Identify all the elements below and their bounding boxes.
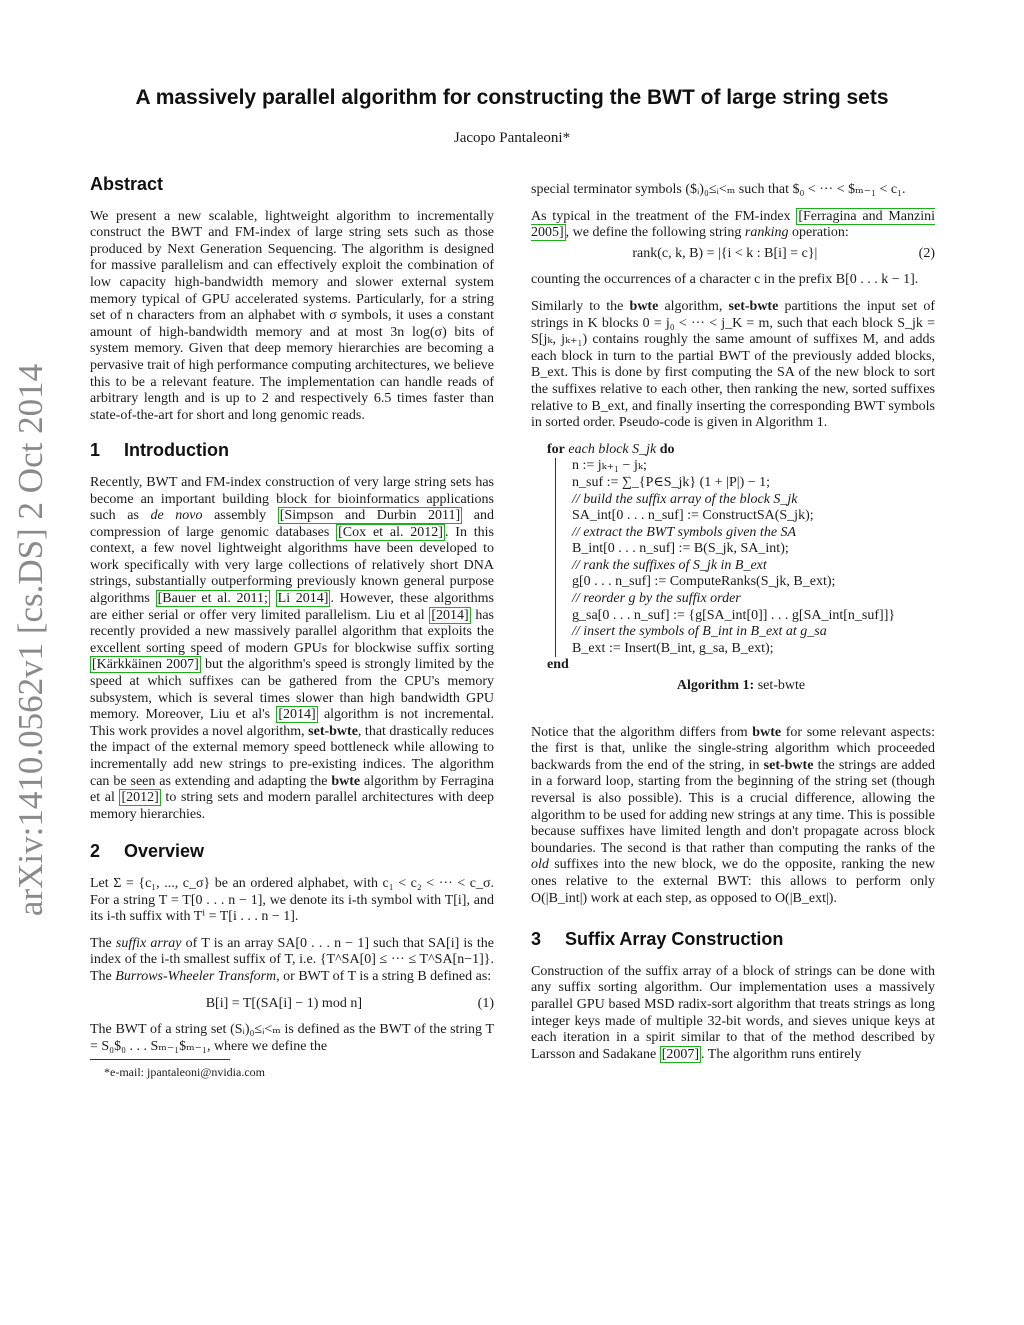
citation-link[interactable]: [2014] [431, 607, 469, 623]
section-number: 2 [90, 841, 101, 862]
text-run: de novo [150, 508, 203, 524]
section-title: Overview [124, 841, 205, 862]
section-3-heading [531, 931, 935, 948]
text-run: , we define the following string [565, 225, 745, 241]
text-run: Burrows-Wheeler Transform [115, 968, 277, 984]
algo-line: g_sa[0 . . . n_suf] := {g[SA_int[0]] . . . g[SA_int[n_suf]]} [572, 607, 896, 623]
algo-line: n := jₖ₊₁ − jₖ; [572, 458, 647, 474]
keyword: for [547, 441, 565, 457]
text-run: . However, these algorithms are either serial or offer very limited parallelism. Liu et al [90, 591, 495, 623]
text-run: bwte [331, 773, 361, 789]
equation-number: (2) [918, 245, 935, 261]
fm-index-paragraph [531, 209, 935, 242]
paper-title: A massively parallel algorithm for constructing the BWT of large string sets [135, 86, 889, 109]
algo-comment: // reorder g by the suffix order [572, 591, 741, 607]
text-run: suffix array [115, 935, 182, 951]
overview-paragraph-2 [90, 936, 494, 986]
section-2-heading [90, 843, 494, 860]
text-run: the strings are added in a forward loop, starting from the beginning of the string set (though reversal is also possible). This is a crucial difference, allowing the algorithm to be used for adding new strings at any time. This is possible because suffixes have limited length and don't propagate across block boundaries. The second is that rather than computing the ranks of the [531, 757, 935, 856]
algo-line: B_int[0 . . . n_suf] := B(S_jk, SA_int); [572, 541, 789, 557]
abstract-heading: Abstract [90, 174, 164, 194]
citation-link[interactable]: [Cox et al. 2012] [338, 524, 443, 540]
text-run: partitions the input set of strings in K blocks 0 = j₀ < ··· < j_K = m, such that each block S_jk = S[jₖ, jₖ₊₁) contains roughly the same amount of suffixes M, and adds each block in turn to the partial BWT of the previously added blocks, B_ext. This is done by first computing the SA of the new block to sort the suffixes relative to each other, then ranking the new, sorted suffixes relative to B_ext, and finally inserting the corresponding BWT symbols in sorted order. Pseudo-code is given in Algorithm 1. [531, 298, 936, 431]
caption-text: set-bwte [754, 678, 806, 694]
text-run: The [90, 935, 116, 951]
overview-paragraph-3: The BWT of a string set (Sᵢ)₀≤ᵢ<ₘ is defined as the BWT of the string T = S₀$₀ . . . Sₘ₋₁$ₘ₋₁, where we define the [90, 1022, 494, 1054]
citation-link[interactable]: [2012] [121, 790, 159, 806]
text-run: to string sets and modern parallel architectures with deep memory hierarchies. [90, 790, 494, 822]
text-run: set-bwte [308, 723, 358, 739]
text-run: , that drastically reduces the impact of the external memory speed bottleneck while allowing to incrementally add new strings to pre-existing indices. The algorithm can be seen as extending and adapting the [90, 723, 494, 789]
text-run: of T is an array SA[0 . . . n − 1] such that SA[i] is the index of the i-th smallest suffix of T, i.e. {T^SA[0] ≤ ··· ≤ T^SA[n−1]}. The [90, 935, 494, 984]
section-1-heading [90, 442, 494, 459]
equation-body: rank(c, k, B) = |{i < k : B[i] = c}| [632, 245, 818, 261]
text-run: set-bwte [763, 757, 814, 773]
algorithm-block [547, 442, 935, 695]
algo-comment: // rank the suffixes of S_jk in B_ext [572, 557, 767, 573]
equation-1 [90, 996, 494, 1013]
text-run: assembly [202, 508, 278, 524]
section-title: Introduction [124, 440, 229, 461]
set-bwte-paragraph [531, 299, 935, 432]
algo-end-line [547, 657, 935, 674]
citation-link[interactable]: [Ferragina and Manzini 2005] [531, 208, 935, 241]
text-run: algorithm is not incremental. This work provides a novel algorithm, [90, 707, 494, 739]
text-run: but the algorithm's speed is strongly limited by the speed at which suffixes can be gathered from the CPU's memory subsystem, which is several times slower than high bandwidth GPU memory. Moreover, Liu et al's [90, 657, 494, 723]
rank-paragraph: counting the occurrences of a character c in the prefix B[0 . . . k − 1]. [531, 272, 919, 288]
keyword: end [547, 657, 569, 673]
algo-line: n_suf := ∑_{P∈S_jk} (1 + |P|) − 1; [572, 474, 771, 490]
footnote-rule [90, 1059, 230, 1060]
author-line: Jacopo Pantaleoni* [453, 130, 571, 146]
text-run: bwte [752, 724, 782, 740]
text-run: set-bwte [728, 298, 779, 314]
text-run: ranking [744, 225, 789, 241]
text-run: bwte [629, 298, 659, 314]
text-run: has recently provided a new massively parallel algorithm that exploits the excellent sorting speed of modern GPUs for blockwise suffix sorting [90, 607, 494, 656]
text-run: operation: [788, 225, 849, 241]
citation-link[interactable]: Li 2014] [277, 591, 329, 607]
text-run: Construction of the suffix array of a block of strings can be done with any suffix sorting algorithm. Our implementation uses a massively parallel GPU based MSD radix-sort algorithm that treats strings as long integer keys made of multiple 32-bit words, and sieves unique keys at each iteration in a spirit similar to that of the method described by Larsson and Sadakane [531, 963, 935, 1062]
citation-link[interactable]: [Bauer et al. 2011; [157, 591, 268, 607]
text-run: and compression of large genomic databases [90, 508, 494, 540]
text-run: suffixes into the new block, we do the opposite, ranking the new ones relative to the external BWT: this allows to perform only O(|B_int|) work at each step, as opposed to O(|B_ext|). [531, 857, 935, 906]
terminator-paragraph: special terminator symbols ($ᵢ)₀≤ᵢ<ₘ such that $₀ < ··· < $ₘ₋₁ < c₁. [531, 182, 906, 197]
arxiv-stamp: arXiv:1410.0562v1 [cs.DS] 2 Oct 2014 [11, 363, 50, 917]
overview-paragraph-1: Let Σ = {c₁, ..., c_σ} be an ordered alphabet, with c₁ < c₂ < ··· < c_σ. For a string T = T[0 . . . n − 1], we denote its i-th symbol with T[i], and its i-th suffix with Tⁱ = T[i . . . n − 1]. [90, 875, 494, 925]
caption-label: Algorithm 1: [676, 678, 755, 694]
algo-line: g[0 . . . n_suf] := ComputeRanks(S_jk, B_ext); [572, 574, 836, 590]
equation-2 [531, 246, 935, 263]
algo-comment: // insert the symbols of B_int in B_ext at g_sa [572, 624, 827, 640]
algorithm-caption [547, 678, 935, 695]
text-run: algorithm by Ferragina et al [90, 773, 494, 806]
text-run: . In this context, a few novel lightweight algorithms have been developed to work specifically with very large collections of relatively short DNA strings, substantially outperforming previously known general purpose algorithms [90, 524, 495, 607]
differences-paragraph [531, 725, 935, 908]
footnote: *e-mail: jpantaleoni@nvidia.com [104, 1065, 266, 1080]
algo-line: SA_int[0 . . . n_suf] := ConstructSA(S_jk); [572, 508, 814, 524]
citation-link[interactable]: [Simpson and Durbin 2011] [279, 508, 461, 524]
text-run: old [531, 857, 549, 873]
text-run: Notice that the algorithm differs from [531, 724, 753, 740]
text-run: each block S_jk [564, 441, 660, 457]
citation-link[interactable]: [2014] [278, 707, 316, 723]
text-run: for some relevant aspects: the first is that, unlike the single-string algorithm which proceeded backwards from the end of the string, in [531, 724, 935, 773]
citation-link[interactable]: [2007] [661, 1046, 700, 1062]
algo-body [555, 458, 935, 657]
text-run: . The algorithm runs entirely [701, 1046, 862, 1062]
algo-comment: // build the suffix array of the block S_jk [572, 491, 798, 507]
equation-number: (1) [477, 995, 494, 1011]
right-column [531, 182, 935, 1073]
section-number: 1 [90, 440, 101, 461]
intro-paragraph [90, 475, 494, 823]
algo-for-line [547, 442, 935, 459]
algo-line: B_ext := Insert(B_int, g_sa, B_ext); [572, 640, 774, 656]
suffix-array-paragraph [531, 964, 935, 1064]
text-run: Recently, BWT and FM-index construction of very large string sets has become an important building block for bioinformatics applications such as [90, 474, 494, 524]
algo-comment: // extract the BWT symbols given the SA [572, 524, 797, 540]
section-number: 3 [531, 929, 542, 950]
abstract-text: We present a new scalable, lightweight algorithm to incrementally construct the BWT and FM-index of large string sets such as those produced by Next Generation Sequencing. The algorithm is designed for massive parallelism and can effectively exploit the combination of low capacity high-bandwidth memory and slower external system memory typical of GPU accelerated systems. Particularly, for a string set of n characters from an alphabet with σ symbols, it uses a constant amount of high-bandwidth memory and at most 3n log(σ) bits of system memory. Given that deep memory hierarchies are becoming a pervasive trait of high performance computing architectures, we believe this to be a relevant feature. The implementation can handle reads of arbitrary length and is up to 2 and respectively 6.5 times faster than state-of-the-art for short and long genomic reads. [90, 208, 494, 423]
left-column [90, 176, 494, 1081]
text-run: As typical in the treatment of the FM-index [531, 208, 797, 224]
text-run: algorithm, [658, 298, 729, 314]
text-run: , or BWT of T is a string B defined as: [276, 968, 492, 984]
keyword: do [659, 441, 675, 457]
equation-body: B[i] = T[(SA[i] − 1) mod n] [205, 995, 362, 1011]
text-run: Similarly to the [531, 298, 630, 314]
citation-link[interactable]: [Kärkkäinen 2007] [92, 657, 199, 673]
section-title: Suffix Array Construction [565, 929, 784, 950]
